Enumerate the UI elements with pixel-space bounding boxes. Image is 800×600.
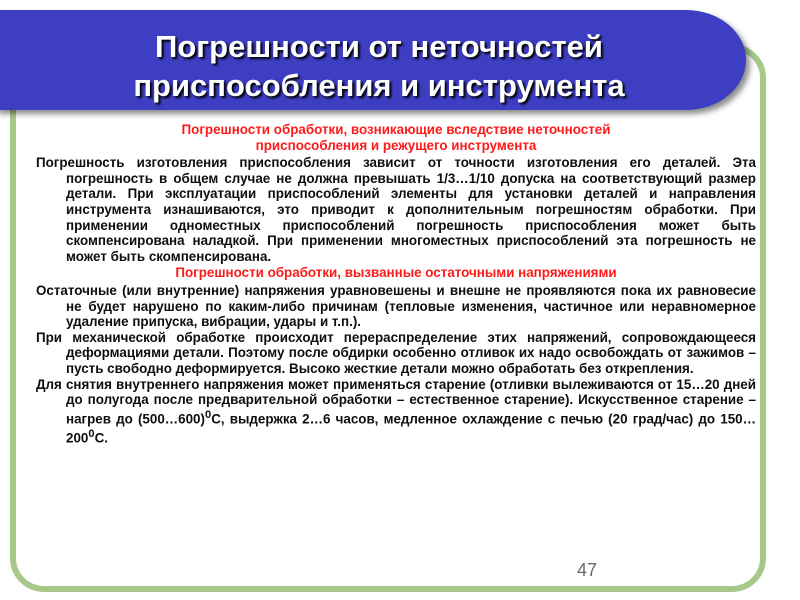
heading-1-line-2: приспособления и режущего инструмента [255, 137, 537, 153]
degree-mark-2: 0 [88, 427, 95, 440]
heading-1-line-1: Погрешности обработки, возникающие вследствие неточностей [181, 122, 611, 137]
section-heading-residual-stress: Погрешности обработки, вызванные остаточными напряжениями [175, 265, 617, 281]
degree-mark-1: 0 [204, 408, 212, 421]
title-line-2: приспособления и инструмента [133, 68, 625, 103]
paragraph-machining-redistribution: При механической обработке происходит перераспределение этих напряжений, сопровождающееся деформациями детали. Поэтому после обдирки особенно отливок их надо освобождать от зажимов – пусть свободно деформируется. Высоко жесткие детали можно обработать без открепления. [36, 329, 756, 376]
paragraph-aging [36, 377, 756, 446]
section-heading-fixture-errors [36, 122, 756, 153]
paragraph-fixture-accuracy: Погрешность изготовления приспособления зависит от точности изготовления его деталей. Эта погрешность в общем случае не должна превышать 1/3…1/10 допуска на соответствующий размер детали. При эксплуатации приспособлений элементы для установки деталей и направления инструмента изнашиваются, это приводит к дополнительным погрешностям обработки. При применении одноместных приспособлений погрешность приспособления может быть скомпенсирована наладкой. При применении многоместных приспособлений эта погрешность не может быть скомпенсирована. [36, 155, 756, 264]
title-banner [0, 10, 746, 110]
slide-content [36, 121, 756, 446]
paragraph-residual-stress: Остаточные (или внутренние) напряжения уравновешены и внешне не проявляются пока их равновесие не будет нарушено по каким-либо причинам (тепловые изменения, частичное или неравномерное удаление припуска, вибрации, удары и т.п.). [36, 282, 756, 330]
aging-text-1: Для снятия внутреннего напряжения может применяться старение (отливки вылеживаются от 15…20 дней до полугода после предварительной обработки – естественное старение). Искусственное старение – нагрев до (500…600) [36, 376, 756, 427]
aging-text-2: С, выдержка 2…6 часов, медленное охлаждение с печью (20 град/час) до 150…200 [66, 411, 756, 446]
page-number: 47 [577, 560, 598, 580]
title-line-1: Погрешности от неточностей [155, 29, 603, 64]
aging-text-3: С. [94, 430, 108, 446]
slide-title [34, 27, 724, 105]
